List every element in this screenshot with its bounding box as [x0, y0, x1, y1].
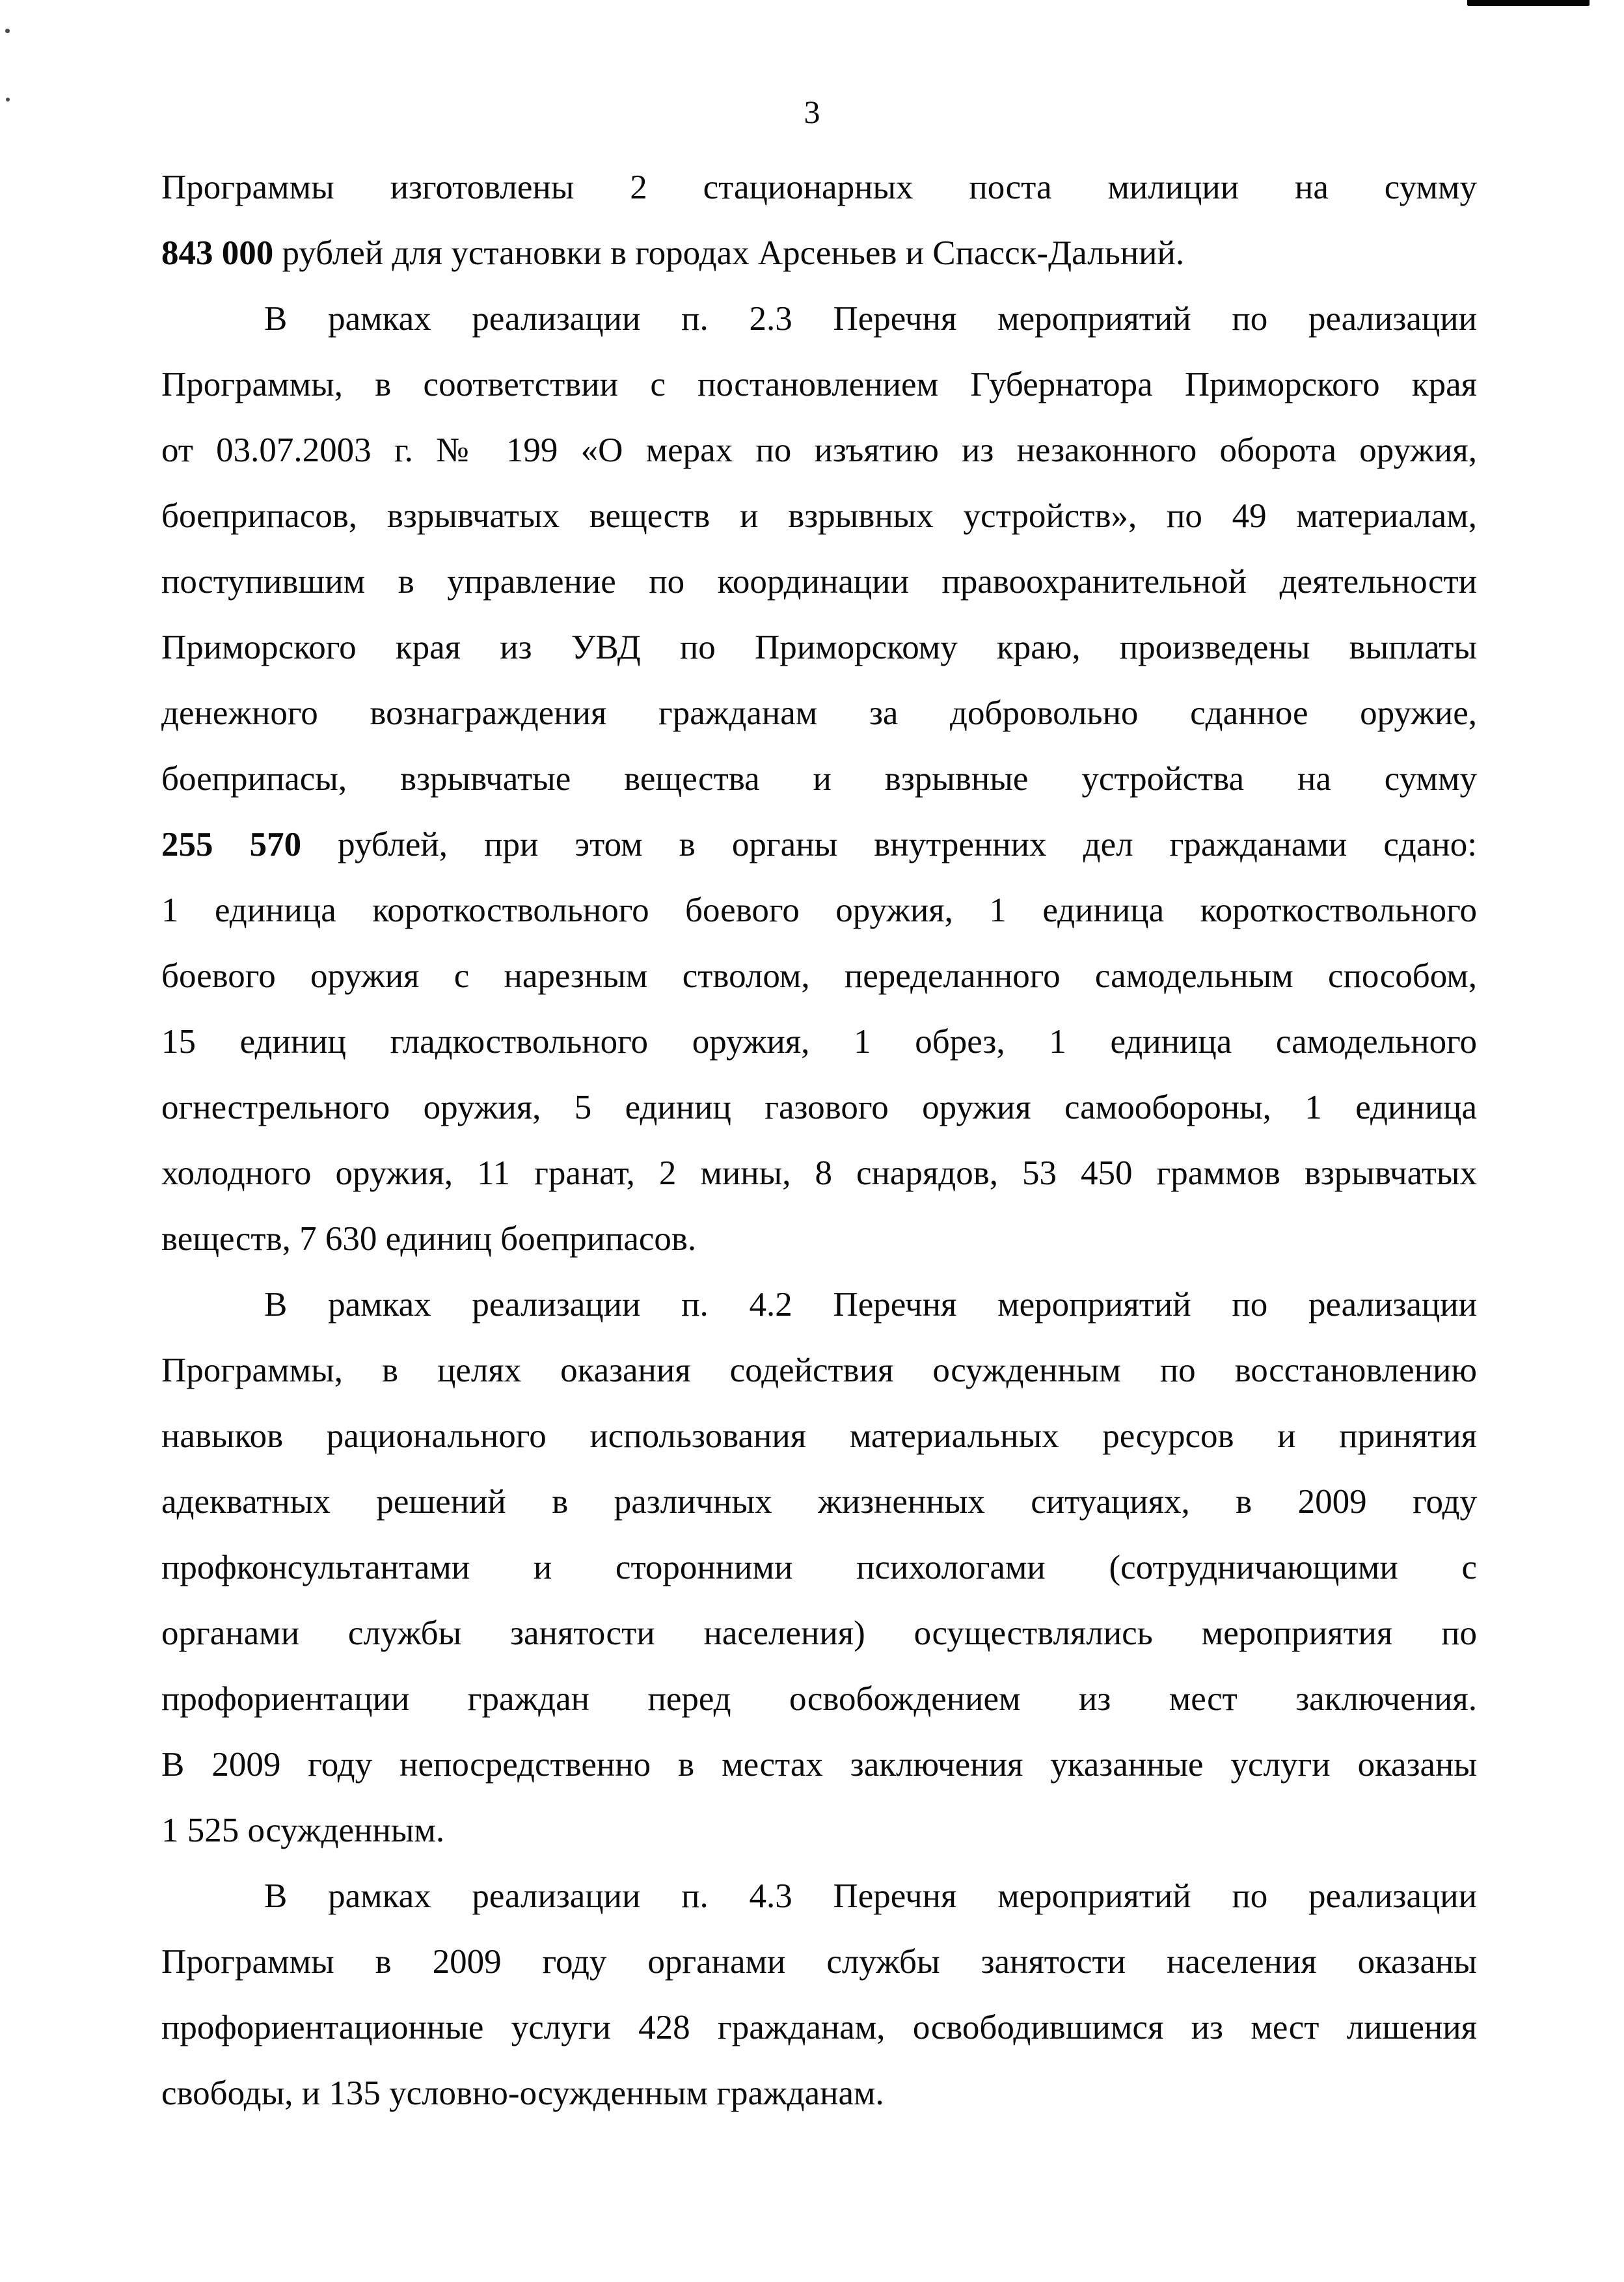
- text-segment: адекватных решений в различных жизненных ситуациях, в 2009 году: [161, 1483, 1477, 1521]
- text-segment: 1 525 осужденным.: [161, 1812, 445, 1849]
- text-segment: В рамках реализации п. 2.3 Перечня мероприятий по реализации: [264, 300, 1477, 338]
- text-line: [161, 1666, 1477, 1732]
- text-line: [161, 681, 1477, 746]
- text-segment: навыков рационального использования материальных ресурсов и принятия: [161, 1417, 1477, 1455]
- scan-artifact-bar: [1467, 0, 1590, 6]
- text-segment: Программы изготовлены 2 стационарных поста милиции на сумму: [161, 169, 1477, 206]
- text-segment: рублей для установки в городах Арсеньев и Спасск-Дальний.: [273, 234, 1185, 272]
- text-segment: поступившим в управление по координации правоохранительной деятельности: [161, 563, 1477, 601]
- text-line: [161, 1338, 1477, 1404]
- text-segment: профориентации граждан перед освобождением из мест заключения.: [161, 1680, 1477, 1718]
- text-line: [161, 1535, 1477, 1601]
- text-line: [161, 1601, 1477, 1666]
- text-segment: холодного оружия, 11 гранат, 2 мины, 8 снарядов, 53 450 граммов взрывчатых: [161, 1154, 1477, 1192]
- text-line: [161, 1798, 1477, 1864]
- text-line: [161, 944, 1477, 1009]
- text-line: [161, 286, 1477, 352]
- text-line: [161, 483, 1477, 549]
- text-segment: свободы, и 135 условно-осужденным гражданам.: [161, 2074, 884, 2112]
- text-segment: Программы, в целях оказания содействия осужденным по восстановлению: [161, 1352, 1477, 1389]
- text-segment: боеприпасы, взрывчатые вещества и взрывные устройства на сумму: [161, 760, 1477, 798]
- text-line: [161, 155, 1477, 221]
- text-segment: боеприпасов, взрывчатых веществ и взрывных устройств», по 49 материалам,: [161, 497, 1477, 535]
- scan-speck: [5, 29, 10, 33]
- text-line: [161, 1929, 1477, 1995]
- text-segment: Программы в 2009 году органами службы занятости населения оказаны: [161, 1943, 1477, 1981]
- bold-amount: 843 000: [161, 234, 274, 272]
- text-segment: В рамках реализации п. 4.2 Перечня мероприятий по реализации: [264, 1286, 1477, 1324]
- text-line: [161, 1995, 1477, 2061]
- text-block: [161, 155, 1477, 2126]
- text-line: [161, 418, 1477, 483]
- text-segment: денежного вознаграждения гражданам за добровольно сданное оружие,: [161, 694, 1477, 732]
- text-line: [161, 221, 1477, 286]
- text-line: [161, 1469, 1477, 1535]
- text-segment: профориентационные услуги 428 гражданам, освободившимся из мест лишения: [161, 2009, 1477, 2046]
- page-number: 3: [804, 94, 820, 130]
- text-line: [161, 746, 1477, 812]
- text-line: [161, 878, 1477, 944]
- text-line: [161, 1075, 1477, 1141]
- text-segment: Приморского края из УВД по Приморскому краю, произведены выплаты: [161, 629, 1477, 666]
- text-segment: органами службы занятости населения) осуществлялись мероприятия по: [161, 1614, 1477, 1652]
- text-line: [161, 1732, 1477, 1798]
- text-line: [161, 2061, 1477, 2126]
- text-segment: В рамках реализации п. 4.3 Перечня мероприятий по реализации: [264, 1877, 1477, 1915]
- text-segment: боевого оружия с нарезным стволом, переделанного самодельным способом,: [161, 957, 1477, 995]
- bold-amount: 255 570: [161, 826, 302, 863]
- text-segment: Программы, в соответствии с постановлением Губернатора Приморского края: [161, 366, 1477, 403]
- text-segment: профконсультантами и сторонними психологами (сотрудничающими с: [161, 1549, 1477, 1586]
- text-line: [161, 549, 1477, 615]
- text-line: [161, 615, 1477, 681]
- text-line: [161, 352, 1477, 418]
- text-line: [161, 1272, 1477, 1338]
- text-segment: огнестрельного оружия, 5 единиц газового оружия самообороны, 1 единица: [161, 1089, 1477, 1126]
- text-segment: В 2009 году непосредственно в местах заключения указанные услуги оказаны: [161, 1746, 1477, 1784]
- text-line: [161, 1009, 1477, 1075]
- text-line: [161, 1206, 1477, 1272]
- text-segment: веществ, 7 630 единиц боеприпасов.: [161, 1220, 697, 1258]
- text-line: [161, 1141, 1477, 1206]
- text-segment: рублей, при этом в органы внутренних дел гражданами сдано:: [301, 826, 1477, 863]
- text-line: [161, 1864, 1477, 1929]
- text-line: [161, 1404, 1477, 1469]
- text-line: [161, 812, 1477, 878]
- text-segment: от 03.07.2003 г. № 199 «О мерах по изъятию из незаконного оборота оружия,: [161, 431, 1477, 469]
- text-segment: 15 единиц гладкоствольного оружия, 1 обрез, 1 единица самодельного: [161, 1023, 1477, 1061]
- text-segment: 1 единица короткоствольного боевого оружия, 1 единица короткоствольного: [161, 891, 1477, 929]
